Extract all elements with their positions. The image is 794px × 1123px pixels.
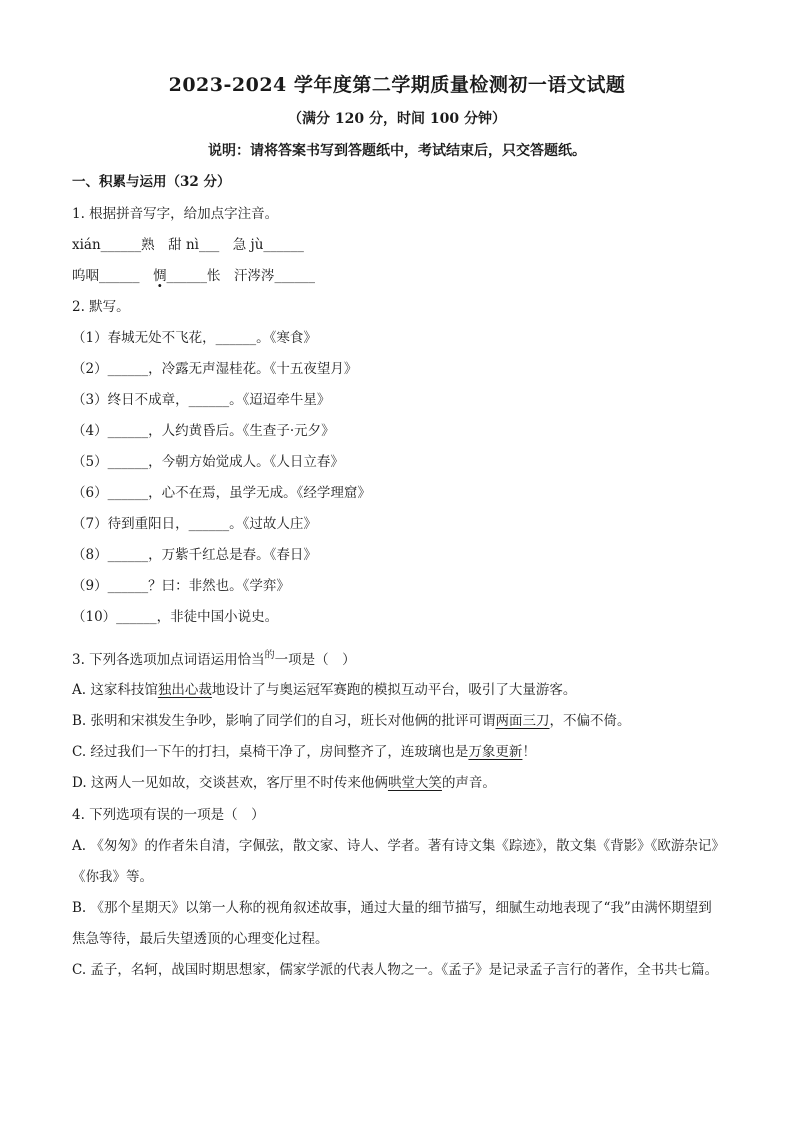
question-1-row-2-part-d: 汗涔涔______ bbox=[234, 268, 315, 284]
question-3-stem-a: 3. 下列各选项加点词语运用恰当 bbox=[72, 652, 265, 668]
recitation-item: （10）______，非徒中国小说史。 bbox=[72, 609, 279, 625]
question-3-option-b bbox=[72, 711, 631, 731]
question-1-row-2-part-a: 呜咽______ bbox=[72, 268, 153, 284]
question-1-row-2-part-c: ______怅 bbox=[166, 268, 234, 284]
question-4-option-b: B. 《那个星期天》以第一人称的视角叙述故事，通过大量的细节描写，细腻生动地表现了“我”由满怀期望到焦急等待，最后失望透顶的心理变化过程。 bbox=[72, 900, 712, 947]
question-3-stem bbox=[72, 646, 356, 670]
option-text: A. 这家科技馆 bbox=[72, 682, 158, 698]
option-text: 的声音。 bbox=[441, 775, 496, 791]
question-3-stem-b: 一项是（ ） bbox=[274, 652, 356, 668]
underlined-term: 两面三刀 bbox=[495, 713, 550, 729]
exam-title: 2023-2024 学年度第二学期质量检测初一语文试题 bbox=[168, 74, 626, 96]
question-3-option-a bbox=[72, 680, 576, 700]
option-text: B. 张明和宋祺发生争吵，影响了同学们的自习，班长对他俩的批评可谓 bbox=[72, 713, 496, 729]
exam-subtitle: （满分 120 分，时间 100 分钟） bbox=[288, 111, 506, 127]
recitation-item: （7）待到重阳日，______。《过故人庄》 bbox=[72, 516, 317, 532]
option-text: 地设计了与奥运冠军赛跑的模拟互动平台，吸引了大量游客。 bbox=[211, 682, 577, 698]
question-4-stem: 4. 下列选项有误的一项是（ ） bbox=[72, 807, 265, 823]
option-text: C. 经过我们一下午的打扫，桌椅干净了，房间整齐了，连玻璃也是 bbox=[72, 744, 469, 760]
section-heading: 一、积累与运用（32 分） bbox=[72, 174, 231, 190]
question-4-option-c: C. 孟子，名轲，战国时期思想家，儒家学派的代表人物之一。《孟子》是记录孟子言行的著作，全书共七篇。 bbox=[72, 962, 719, 978]
question-2-stem: 2. 默写。 bbox=[72, 299, 130, 315]
question-1-row-2 bbox=[72, 266, 315, 286]
recitation-item: （9）______？曰：非然也。《学弈》 bbox=[72, 578, 290, 594]
question-1-stem: 1. 根据拼音写字，给加点字注音。 bbox=[72, 206, 279, 222]
question-1-row-1: xián______熟 甜 nì___ 急 jù______ bbox=[72, 237, 304, 253]
underlined-term: 独出心裁 bbox=[157, 682, 212, 698]
exam-instruction: 说明：请将答案书写到答题纸中，考试结束后，只交答题纸。 bbox=[208, 143, 586, 159]
recitation-item: （6）______，心不在焉，虽学无成。《经学理窟》 bbox=[72, 485, 371, 501]
recitation-item: （1）春城无处不飞花，______。《寒食》 bbox=[72, 330, 317, 346]
dotted-character: 惆 bbox=[153, 268, 167, 284]
question-4-option-a: A. 《匆匆》的作者朱自清，字佩弦，散文家、诗人、学者。著有诗文集《踪迹》，散文集《背影》《欧游杂记》《你我》等。 bbox=[72, 838, 719, 885]
underlined-term: 万象更新 bbox=[468, 744, 523, 760]
question-3-stem-sup: 的 bbox=[264, 650, 275, 661]
underlined-term: 哄堂大笑 bbox=[387, 775, 442, 791]
recitation-item: （8）______，万紫千红总是春。《春日》 bbox=[72, 547, 317, 563]
option-text: ！ bbox=[522, 744, 536, 760]
question-3-option-c bbox=[72, 742, 536, 762]
recitation-item: （5）______，今朝方始觉成人。《人日立春》 bbox=[72, 454, 344, 470]
option-text: ，不偏不倚。 bbox=[549, 713, 631, 729]
recitation-item: （2）______，冷露无声湿桂花。《十五夜望月》 bbox=[72, 361, 358, 377]
recitation-item: （3）终日不成章，______。《迢迢牵牛星》 bbox=[72, 392, 331, 408]
option-text: D. 这两人一见如故，交谈甚欢，客厅里不时传来他俩 bbox=[72, 775, 388, 791]
recitation-item: （4）______，人约黄昏后。《生查子·元夕》 bbox=[72, 423, 335, 439]
question-3-option-d bbox=[72, 773, 496, 793]
